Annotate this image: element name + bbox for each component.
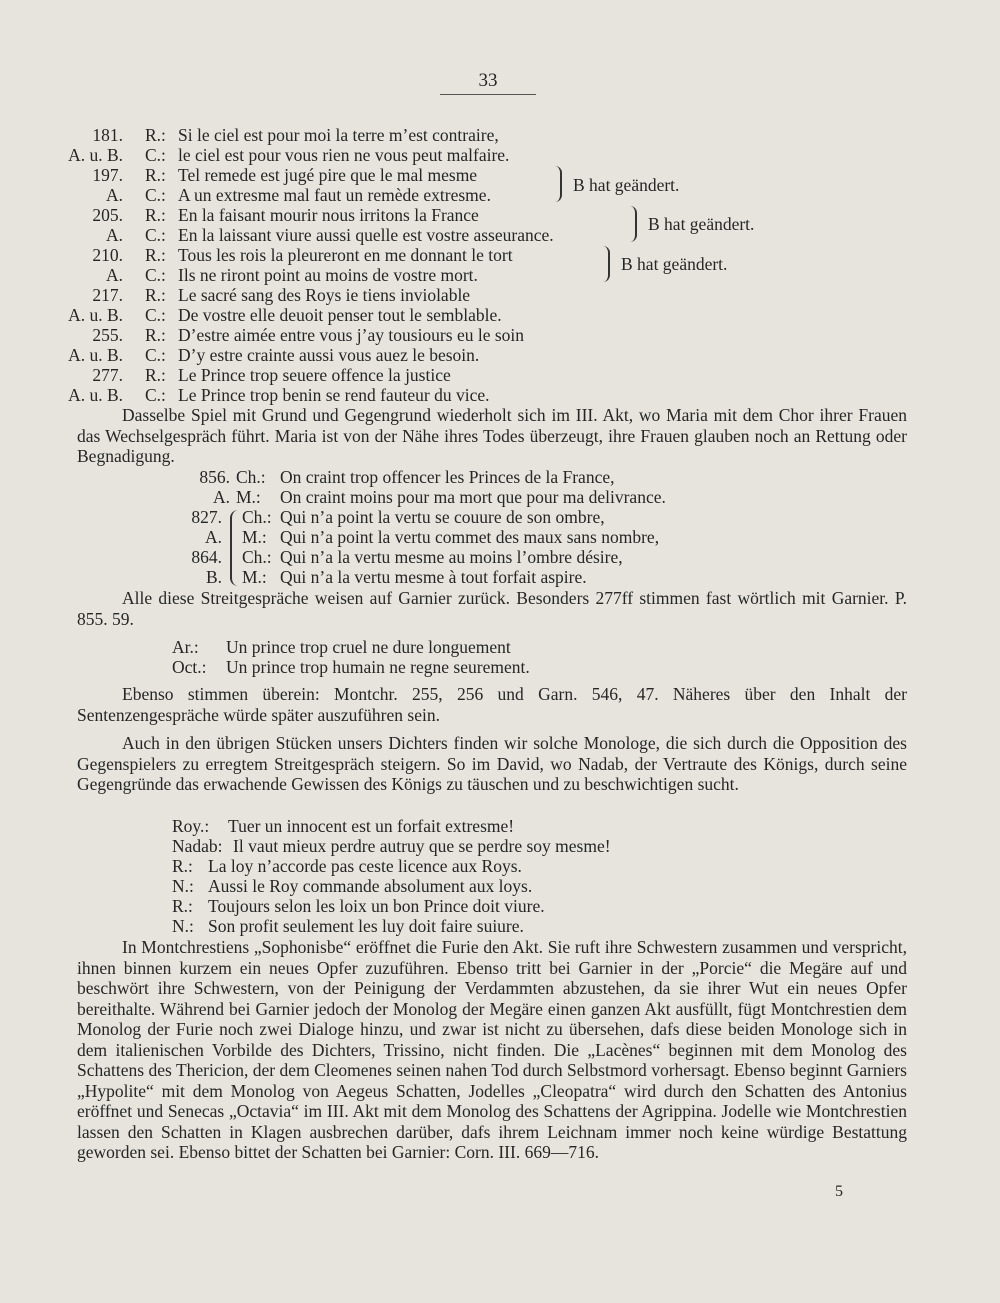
brace-note: B hat geändert. — [621, 254, 728, 274]
brace-mark — [630, 206, 637, 242]
brace-note: B hat geändert. — [648, 214, 755, 234]
brace-mark — [603, 246, 610, 282]
paragraph: Alle diese Streitgespräche weisen auf Garnier zurück. Besonders 277ff stimmen fast wörtlich mit Garnier. P. 855. 59. — [77, 588, 907, 629]
brace-mark — [555, 166, 562, 202]
paragraph: Ebenso stimmen überein: Montchr. 255, 256 und Garn. 546, 47. Näheres über den Inhalt der Sentenzengespräche würde später auszuführen sein. — [77, 684, 907, 725]
paragraph: Dasselbe Spiel mit Grund und Gegengrund wiederholt sich im III. Akt, wo Maria mit dem Chor ihrer Frauen das Wechselgespräch führt. Maria ist von der Nähe ihres Todes überzeugt, ihre Frauen glauben noch an Rettung oder Begnadigung. — [77, 405, 907, 466]
page-number: 33 — [440, 70, 536, 95]
signature-mark: 5 — [835, 1183, 843, 1200]
paragraph: Auch in den übrigen Stücken unsers Dichters finden wir solche Monologe, die sich durch die Opposition des Gegenspielers zu erregtem Streitgespräch steigern. So im David, wo Nadab, der Vertraute des Königs, durch seine Gegengründe das erwachende Gewissen des Königs zu täuschen und zu beschwichtigen sucht. — [77, 733, 907, 794]
document-page: 33 181. R.: Si le ciel est pour moi la terre m’est contraire, A. u. B. C.: le ciel est pour vous rien ne vous peut malfaire. 197. R.: Tel remede est jugé pire que le mal mesme A. C.: A un extresme mal faut un remède extresme. 205. R.: En la faisant mourir nous irritons la France A. C.: En la laissant viure aussi quelle est vostre asseurance. 210. R.: Tous les rois la pleureront en me donnant le tort A. C.: Ils ne riront point au moins de vostre mort. 217. R.: Le sacré sang des Roys ie tiens inviolable A. u. B. C.: De vostre elle deuoit penser tout le semblable. 255. R.: D’estre aimée entre vous j’ay tousiours eu le soin A. u. B. C.: D’y estre crainte aussi vous auez le besoin. 277. R.: Le Prince trop seuere offence la justice A. u. B. C.: Le Prince trop benin se rend fauteur du vice. B hat geändert. B hat geändert. B hat geändert. Dasselbe Spiel mit Grund und Gegengrund wiederholt sich im III. Akt, wo Maria mit dem Chor ihrer Frauen das Wechselgespräch führt. Maria ist von der Nähe ihres Todes überzeugt, ihre Frauen glauben noch an Rettung oder Begnadigung. 856. Ch.: On craint trop offencer les Princes de la France, A. M.: On craint moins pour ma mort que pour ma delivrance. 827. Ch.: Qui n’a point la vertu se couure de son ombre, A. M.: Qui n’a point la vertu commet des maux sans nombre, 864. Ch.: Qui n’a la vertu mesme au moins l’ombre désire, B. M.: Qui n’a la vertu mesme à tout forfait aspire. Alle diese Streitgespräche weisen auf Garnier zurück. Besonders 277ff stimmen fast wörtlich mit Garnier. P. 855. 59. Ar.: Un prince trop cruel ne dure longuement Oct.: Un prince trop humain ne regne seurement. Ebenso stimmen überein: Montchr. 255, 256 und Garn. 546, 47. Näheres über den Inhalt der Sentenzengespräche würde später auszuführen sein. Auch in den übrigen Stücken unsers Dichters finden wir solche Monologe, die sich durch die Opposition des Gegenspielers zu erregtem Streitgespräch steigern. So im David, wo Nadab, der Vertraute des Königs, durch seine Gegengründe das erwachende Gewissen des Königs zu täuschen und zu beschwichtigen sucht. Roy.: Tuer un innocent est un forfait extresme! Nadab: Il vaut mieux perdre autruy que se perdre soy mesme! R.: La loy n’accorde pas ceste licence aux Roys. N.: Aussi le Roy commande absolument aux loys. R.: Toujours selon les loix un bon Prince doit viure. N.: Son profit seulement les luy doit faire suiure. In Montchrestiens „Sophonisbe“ eröffnet die Furie den Akt. Sie ruft ihre Schwestern zusammen und verspricht, ihnen binnen kurzem ein neues Opfer zuzuführen. Ebenso tritt bei Garnier in der „Porcie“ die Megäre auf und beschwört ihre Schwestern, von der Peinigung der Verdammten abzustehen, da sie ihrer Wut ein neues Opfer bereithalte. Während bei Garnier jedoch der Monolog der Megäre einen ganzen Akt ausfüllt, fügt Montchrestien dem Monolog der Furie noch zwei Dialoge hinzu, und zwar ist nicht zu übersehen, dafs diese beiden Monologe sich in dem italienischen Vorbilde des Dichters, Trissino, nicht finden. Die „Lacènes“ beginnen mit dem Monolog des Schattens des Thericion, der dem Cleomenes seinen nahen Tod durch Selbstmord vorhersagt. Ebenso beginnt Garniers „Hypolite“ mit dem Monolog von Aegeus Schatten, Jodelles „Cleopatra“ wird durch den Schatten des Antonius eröffnet und Senecas „Octavia“ im III. Akt mit dem Monolog des Schattens der Agrippina. Jodelle wie Montchrestien lassen den Schatten in Klagen ausbrechen darüber, dafs ihrem Leichnam immer noch keine würdige Bestattung geworden sei. Ebenso bittet der Schatten bei Garnier: Corn. III. 669—716. 5 — [68, 70, 907, 1200]
brace-note: B hat geändert. — [573, 175, 680, 195]
bracket-mark — [230, 510, 240, 586]
paragraph: In Montchrestiens „Sophonisbe“ eröffnet die Furie den Akt. Sie ruft ihre Schwestern zusammen und verspricht, ihnen binnen kurzem ein neues Opfer zuzuführen. Ebenso tritt bei Garnier in der „Porcie“ die Megäre auf und beschwört ihre Schwestern, von der Peinigung der Verdammten abzustehen, da sie ihrer Wut ein neues Opfer bereithalte. Während bei Garnier jedoch der Monolog der Megäre einen ganzen Akt ausfüllt, fügt Montchrestien dem Monolog der Furie noch zwei Dialoge hinzu, und zwar ist nicht zu übersehen, dafs diese beiden Monologe sich in dem italienischen Vorbilde des Dichters, Trissino, nicht finden. Die „Lacènes“ beginnen mit dem Monolog des Schattens des Thericion, der dem Cleomenes seinen nahen Tod durch Selbstmord vorhersagt. Ebenso beginnt Garniers „Hypolite“ mit dem Monolog von Aegeus Schatten, Jodelles „Cleopatra“ wird durch den Schatten des Antonius eröffnet und Senecas „Octavia“ im III. Akt mit dem Monolog des Schattens der Agrippina. Jodelle wie Montchrestien lassen den Schatten in Klagen ausbrechen darüber, dafs ihrem Leichnam immer noch keine würdige Bestattung geworden sei. Ebenso bittet der Schatten bei Garnier: Corn. III. 669—716. — [77, 937, 907, 1162]
